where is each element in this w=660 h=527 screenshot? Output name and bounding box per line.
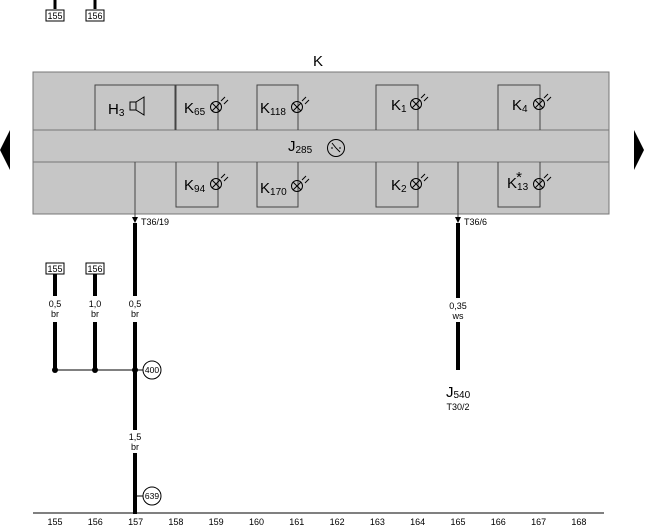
svg-text:K13: K13 — [507, 175, 529, 193]
ref-label-mid-1: 155 — [47, 264, 63, 274]
grid-number: 160 — [248, 517, 265, 527]
svg-text:K118: K118 — [260, 100, 286, 118]
wire-gauge: 1,5 — [128, 432, 142, 442]
grid-number: 162 — [329, 517, 345, 527]
prev-page-icon[interactable] — [0, 130, 10, 170]
ref-label-top-1: 155 — [47, 11, 63, 21]
wire-gauge: 0,35 — [449, 301, 467, 311]
junction-400[interactable] — [143, 361, 161, 379]
svg-text:T36/6: T36/6 — [464, 217, 488, 227]
mid-reference-boxes — [46, 263, 104, 274]
grid-number: 168 — [571, 517, 587, 527]
svg-text:K1: K1 — [391, 97, 407, 115]
svg-text:K2: K2 — [391, 177, 407, 195]
wire-color: br — [90, 309, 100, 319]
wire-color: br — [130, 442, 140, 452]
grid-number: 164 — [410, 517, 426, 527]
svg-text:J540: J540 — [446, 384, 471, 401]
ref-label-mid-2: 156 — [87, 264, 103, 274]
grid-number: 161 — [289, 517, 305, 527]
grid-number: 166 — [490, 517, 506, 527]
svg-text:400: 400 — [144, 365, 160, 375]
junction-dot — [92, 367, 98, 373]
grid-number: 157 — [128, 517, 144, 527]
wire-color: ws — [452, 311, 464, 321]
svg-text:K65: K65 — [184, 100, 206, 118]
wire-gauge: 0,5 — [128, 299, 142, 309]
wire-gauge: 0,5 — [48, 299, 62, 309]
grid-numbers — [47, 517, 586, 527]
panel-title: K — [312, 53, 324, 70]
terminal-label: T30/2 — [446, 402, 470, 412]
grid-number: 159 — [208, 517, 224, 527]
grid-number: 167 — [531, 517, 547, 527]
svg-text:K170: K170 — [260, 180, 287, 198]
grid-number: 155 — [47, 517, 63, 527]
svg-text:J285: J285 — [288, 138, 313, 156]
component-j540[interactable] — [446, 384, 471, 412]
svg-text:H3: H3 — [108, 101, 125, 119]
component-k13-marker: * — [516, 169, 522, 186]
wire-labels — [48, 299, 470, 452]
wire-gauge: 1,0 — [88, 299, 102, 309]
top-reference-stubs — [46, 0, 104, 21]
grid-number: 158 — [168, 517, 184, 527]
wire-color: br — [130, 309, 140, 319]
svg-text:K4: K4 — [512, 97, 528, 115]
junction-639[interactable] — [143, 487, 161, 505]
grid-number: 156 — [87, 517, 103, 527]
ref-label-top-2: 156 — [87, 11, 103, 21]
junction-dot — [52, 367, 58, 373]
grid-number: 165 — [450, 517, 466, 527]
grid-number: 163 — [369, 517, 385, 527]
connector-t36-19[interactable] — [132, 217, 169, 227]
svg-text:639: 639 — [144, 491, 160, 501]
wire-color: br — [50, 309, 60, 319]
svg-text:T36/19: T36/19 — [141, 217, 170, 227]
next-page-icon[interactable] — [634, 130, 644, 170]
svg-text:K94: K94 — [184, 177, 206, 195]
